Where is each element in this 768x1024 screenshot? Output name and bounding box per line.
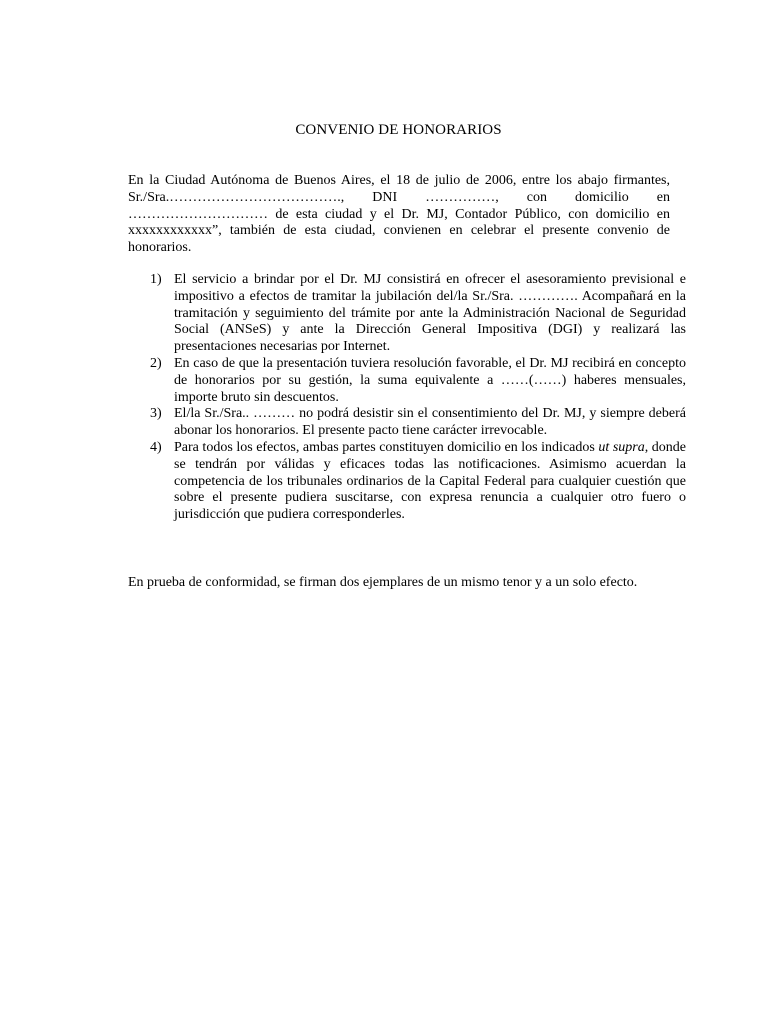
clause-text-start: Para todos los efectos, ambas partes constituyen domicilio en los indicados xyxy=(174,439,599,455)
clause-3 xyxy=(150,406,686,440)
clause-4 xyxy=(150,440,686,524)
clause-text xyxy=(174,440,686,524)
clause-text: En caso de que la presentación tuviera resolución favorable, el Dr. MJ recibirá en concepto de honorarios por su gestión, la suma equivalente a ……(……) haberes mensuales, importe bruto sin descuentos. xyxy=(174,355,686,405)
clause-text-italic: ut supra xyxy=(598,439,645,455)
clause-text: El servicio a brindar por el Dr. MJ consistirá en ofrecer el asesoramiento previsional e impositivo a efectos de tramitar la jubilación del/la Sr./Sra. …………. Acompañará en la tramitación y seguimiento del trámite por ante la Administración Nacional de Seguridad Social (ANSeS) y ante la Dirección General Impositiva (DGI) y realizará las presentaciones necesarias por Internet. xyxy=(174,272,686,355)
clauses-list xyxy=(150,272,686,524)
clause-text: El/la Sr./Sra.. ……… no podrá desistir sin el consentimiento del Dr. MJ, y siempre deberá abonar los honorarios. El presente pacto tiene carácter irrevocable. xyxy=(174,406,686,439)
clause-number: 3) xyxy=(150,406,162,422)
document-title: CONVENIO DE HONORARIOS xyxy=(295,122,502,138)
clause-2 xyxy=(150,356,686,406)
clause-text-end: , donde se tendrán por válidas y eficaces todas las notificaciones. Asimismo acuerdan la competencia de los tribunales ordinarios de la Capital Federal para cualquier cuestión que sobre el presente pudiera suscitarse, con expresa renuncia a cualquier otro fuero o jurisdicción que pudiera corresponderles. xyxy=(174,439,686,523)
clause-number: 1) xyxy=(150,272,162,287)
closing-paragraph: En prueba de conformidad, se firman dos ejemplares de un mismo tenor y a un solo efecto. xyxy=(128,575,638,590)
clause-1 xyxy=(150,272,686,356)
clause-number: 2) xyxy=(150,355,162,371)
intro-paragraph: En la Ciudad Autónoma de Buenos Aires, el 18 de julio de 2006, entre los abajo firmantes, Sr./Sra.………………………………., DNI ……………, con domicilio en ………………………… de esta ciudad y el Dr. MJ, Contador Público, con domicilio en xxxxxxxxxxxx”, también de esta ciudad, convienen en celebrar el presente convenio de honorarios. xyxy=(128,173,670,256)
clause-number: 4) xyxy=(150,439,162,455)
